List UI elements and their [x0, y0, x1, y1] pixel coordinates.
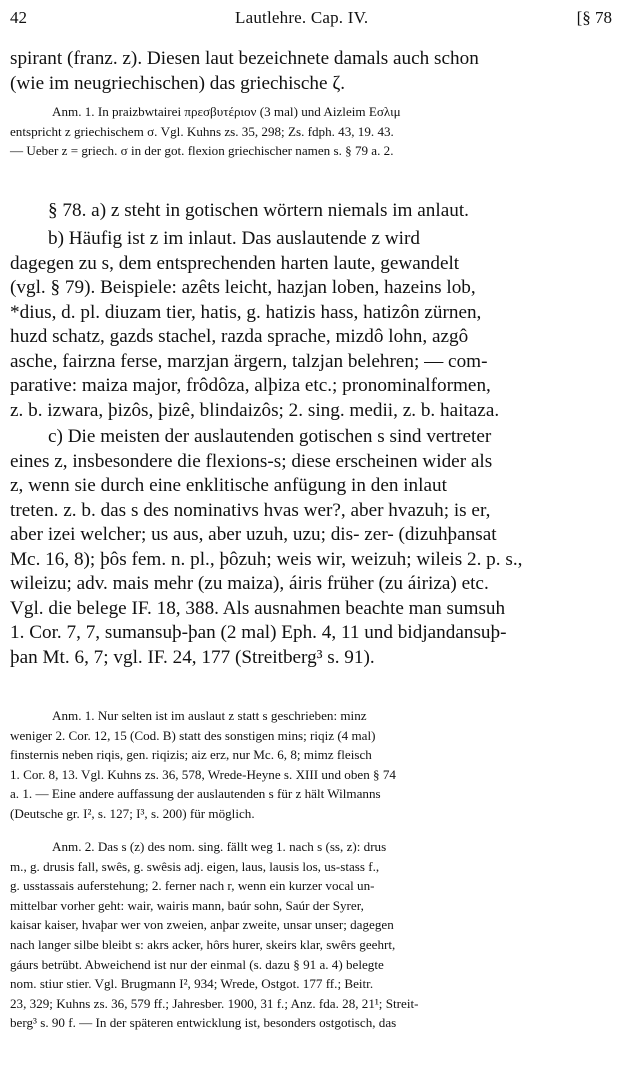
note-line: g. usstassais auferstehung; 2. ferner nach r, wenn ein kurzer vocal un- — [10, 878, 375, 894]
running-title: Lautlehre. Cap. IV. — [235, 8, 369, 27]
note-line: kaisar kaiser, hvaþar wer von zweien, anþar zweite, unsar unser; dagegen — [10, 917, 394, 933]
paragraph-b — [10, 227, 604, 423]
section-reference: [§ 78 — [576, 8, 612, 27]
text-line: z, wenn sie durch eine enklitische anfügung in den inlaut — [10, 475, 447, 496]
note-line: finsternis neben riqis, gen. riqizis; aiz erz, nur Mc. 6, 8; mimz fleisch — [10, 747, 372, 763]
note-line: berg³ s. 90 f. — In der späteren entwicklung ist, besonders ostgotisch, das — [10, 1015, 397, 1031]
note-line: a. 1. — Eine andere auffassung der auslautenden s für z hält Wilmanns — [10, 786, 381, 802]
paragraph-c — [10, 425, 604, 670]
text-line: (vgl. § 79). Beispiele: azêts leicht, hazjan loben, hazeins lob, — [10, 277, 476, 298]
text-line: eines z, insbesondere die flexions-s; diese erscheinen wider als — [10, 450, 493, 472]
note-line: entspricht z griechischem σ. Vgl. Kuhns zs. 35, 298; Zs. fdph. 43, 19. 43. — [10, 123, 394, 139]
section-78-a — [10, 199, 604, 224]
note-anm-1 — [10, 706, 604, 824]
text-line: parative: maiza major, frôdôza, alþiza etc.; pronominalformen, — [10, 375, 491, 396]
note-line: 23, 329; Kuhns zs. 36, 579 ff.; Jahresber. 1900, 31 f.; Anz. fda. 28, 21¹; Streit- — [10, 995, 419, 1011]
text-line: wileizu; adv. mais mehr (zu maiza), áiris früher (zu áiriza) etc. — [10, 573, 489, 594]
note-line: Anm. 2. Das s (z) des nom. sing. fällt weg 1. nach s (ss, z): drus — [52, 839, 387, 854]
text-line: *dius, d. pl. diuzam tier, hatis, g. hatizis hass, hatizôn zürnen, — [10, 301, 482, 323]
note-line: m., g. drusis fall, swês, g. swêsis adj. eigen, laus, lausis los, us-stass f., — [10, 858, 380, 874]
text-line: 1. Cor. 7, 7, sumansuþ-þan (2 mal) Eph. 4, 11 und bidjandansuþ- — [10, 622, 507, 643]
text-line: c) Die meisten der auslautenden gotischen s sind vertreter — [48, 426, 492, 447]
text-line: huzd schatz, gazds stachel, razda sprache, mizdô lohn, azgô — [10, 326, 469, 347]
text-line: aber izei welcher; us aus, aber uzuh, uzu; dis- zer- (dizuhþansat — [10, 524, 497, 545]
note-line: nom. stiur stier. Vgl. Brugmann I², 934; Wrede, Ostgot. 177 ff.; Beitr. — [10, 976, 374, 992]
page-header — [10, 8, 612, 30]
text-line: Vgl. die belege IF. 18, 388. Als ausnahmen beachte man sumsuh — [10, 597, 506, 619]
note-line: gáurs betrübt. Abweichend ist nur der einmal (s. dazu § 91 a. 4) belegte — [10, 956, 384, 972]
text-line: (wie im neugriechischen) das griechische ζ. — [10, 72, 346, 94]
note-line: (Deutsche gr. I², s. 127; I³, s. 200) für möglich. — [10, 805, 255, 821]
note-anm-top — [10, 102, 604, 161]
note-anm-2 — [10, 837, 604, 1033]
note-line: weniger 2. Cor. 12, 15 (Cod. B) statt des sonstigen mins; riqiz (4 mal) — [10, 727, 376, 743]
text-line: asche, fairzna ferse, marzjan ärgern, talzjan belehren; — com- — [10, 350, 488, 372]
intro-paragraph — [10, 47, 604, 96]
text-line: b) Häufig ist z im inlaut. Das auslautende z wird — [48, 228, 420, 249]
text-line: þan Mt. 6, 7; vgl. IF. 24, 177 (Streitberg³ s. 91). — [10, 646, 375, 668]
page-number: 42 — [10, 8, 27, 27]
note-line: Anm. 1. Nur selten ist im auslaut z statt s geschrieben: minz — [52, 708, 367, 723]
text-line: dagegen zu s, dem entsprechenden harten laute, gewandelt — [10, 252, 460, 274]
section-heading-line: § 78. a) z steht in gotischen wörtern niemals im anlaut. — [48, 200, 469, 221]
text-line: Mc. 16, 8); þôs fem. n. pl., þôzuh; weis wir, weizuh; wileis 2. p. s., — [10, 548, 523, 570]
text-line: z. b. izwara, þizôs, þizê, blindaizôs; 2. sing. medii, z. b. haitaza. — [10, 399, 500, 421]
note-line: — Ueber z = griech. σ in der got. flexion griechischer namen s. § 79 a. 2. — [10, 143, 394, 159]
note-line: mittelbar vorher geht: wair, wairis mann, baúr sohn, Saúr der Syrer, — [10, 897, 364, 913]
note-line: 1. Cor. 8, 13. Vgl. Kuhns zs. 36, 578, Wrede-Heyne s. XIII und oben § 74 — [10, 766, 396, 782]
note-line: nach langer silbe bleibt s: akrs acker, hôrs hurer, skeirs klar, swêrs geehrt, — [10, 936, 396, 952]
note-line: Anm. 1. In praizbwtairei πρεσβυτέριον (3 mal) und Aizleim Εσλιμ — [52, 104, 401, 119]
text-line: spirant (franz. z). Diesen laut bezeichnete damals auch schon — [10, 48, 479, 69]
text-line: treten. z. b. das s des nominativs hvas wer?, aber hvazuh; is er, — [10, 499, 491, 521]
